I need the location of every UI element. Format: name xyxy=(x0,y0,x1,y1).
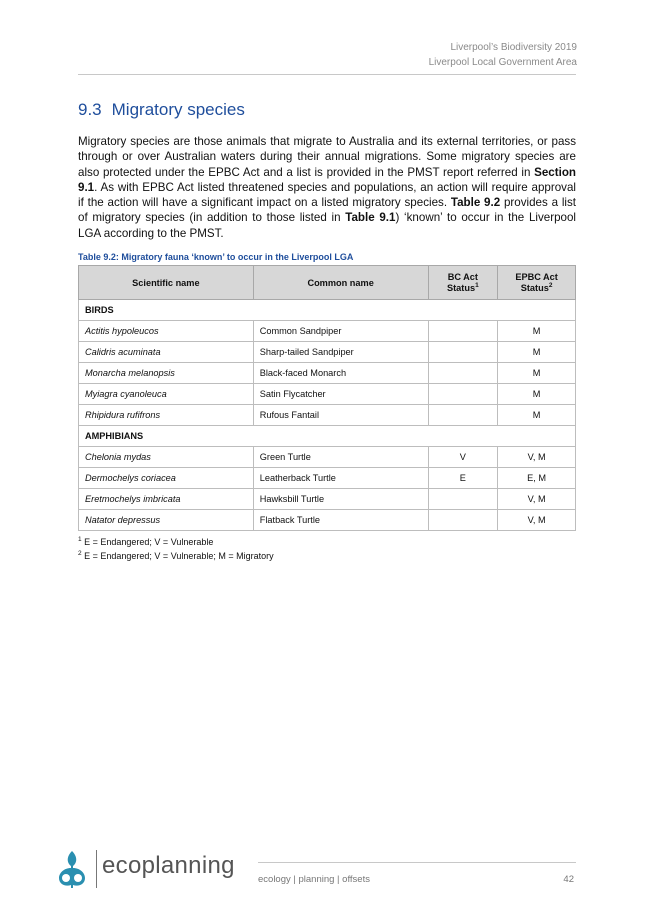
epbc-status-cell: V, M xyxy=(498,489,576,510)
footer-tagline: ecology | planning | offsets xyxy=(258,874,370,885)
scientific-name-cell: Monarcha melanopsis xyxy=(79,363,254,384)
section-reference: Section 9.1 xyxy=(78,165,576,194)
common-name-cell: Sharp-tailed Sandpiper xyxy=(253,342,428,363)
header-bc-act-status: BC Act Status$^1$ xyxy=(428,266,498,300)
scientific-name-cell: Actitis hypoleucos xyxy=(79,321,254,342)
page-number: 42 xyxy=(563,874,574,885)
section-number: 9.3 xyxy=(78,100,102,119)
epbc-status-cell: E, M xyxy=(498,468,576,489)
bc-status-cell xyxy=(428,384,498,405)
bc-status-cell xyxy=(428,489,498,510)
scientific-name-cell: Eretmochelys imbricata xyxy=(79,489,254,510)
scientific-name-cell: Dermochelys coriacea xyxy=(79,468,254,489)
table-caption: Table 9.2: Migratory fauna ‘known’ to occur in the Liverpool LGA xyxy=(78,252,354,262)
bc-status-cell xyxy=(428,342,498,363)
scientific-name-cell: Myiagra cyanoleuca xyxy=(79,384,254,405)
logo-leaf-shape xyxy=(59,851,85,888)
table-row xyxy=(79,489,576,510)
body-paragraph xyxy=(78,134,576,241)
table-row xyxy=(79,384,576,405)
group-label: AMPHIBIANS xyxy=(79,426,576,447)
bc-status-cell xyxy=(428,510,498,531)
scientific-name-cell: Calidris acuminata xyxy=(79,342,254,363)
bc-status-cell xyxy=(428,321,498,342)
epbc-status-cell: M xyxy=(498,321,576,342)
footnote-2: $^2$ E = Endangered; V = Vulnerable; M = Migratory xyxy=(78,550,274,561)
table-footnotes xyxy=(78,535,274,563)
table-header-row xyxy=(79,266,576,300)
header-document-title: Liverpool’s Biodiversity 2019 xyxy=(450,42,577,53)
bc-status-cell: V xyxy=(428,447,498,468)
epbc-status-cell: V, M xyxy=(498,510,576,531)
footer-divider xyxy=(258,862,576,863)
group-row-birds xyxy=(79,300,576,321)
common-name-cell: Leatherback Turtle xyxy=(253,468,428,489)
header-common-name: Common name xyxy=(253,266,428,300)
bc-status-cell xyxy=(428,363,498,384)
table-row xyxy=(79,405,576,426)
section-title: Migratory species xyxy=(111,100,245,119)
common-name-cell: Flatback Turtle xyxy=(253,510,428,531)
running-header xyxy=(429,40,577,70)
epbc-status-cell: V, M xyxy=(498,447,576,468)
ecoplanning-logo-icon xyxy=(52,848,92,888)
table-reference-2: Table 9.1 xyxy=(345,211,396,225)
common-name-cell: Common Sandpiper xyxy=(253,321,428,342)
section-heading xyxy=(78,100,245,120)
table-reference: Table 9.2 xyxy=(450,196,501,210)
common-name-cell: Black-faced Monarch xyxy=(253,363,428,384)
epbc-status-cell: M xyxy=(498,342,576,363)
group-label: BIRDS xyxy=(79,300,576,321)
scientific-name-cell: Rhipidura rufifrons xyxy=(79,405,254,426)
scientific-name-cell: Chelonia mydas xyxy=(79,447,254,468)
header-epbc-act-status: EPBC Act Status$^2$ xyxy=(498,266,576,300)
epbc-status-cell: M xyxy=(498,384,576,405)
table-row xyxy=(79,468,576,489)
common-name-cell: Rufous Fantail xyxy=(253,405,428,426)
bc-status-cell: E xyxy=(428,468,498,489)
common-name-cell: Green Turtle xyxy=(253,447,428,468)
header-divider xyxy=(78,74,576,75)
body-text-2: . As with EPBC Act listed threatened species and populations, an action will require approval if the action will have a significant impact on a listed migratory species. xyxy=(78,180,576,210)
table-row xyxy=(79,447,576,468)
body-text-1: Migratory species are those animals that migrate to Australia and its external territories, or pass through or over Australian waters during their annual migrations. Some migratory species are also protected under the EPBC Act and a list is provided in the PMST report referred in xyxy=(78,135,576,179)
scientific-name-cell: Natator depressus xyxy=(79,510,254,531)
header-scientific-name: Scientific name xyxy=(79,266,254,300)
migratory-fauna-table xyxy=(78,265,576,531)
brand-name: ecoplanning xyxy=(102,852,235,879)
body-text-4: ) ‘known’ to occur in the Liverpool LGA according to the PMST. xyxy=(78,211,576,240)
common-name-cell: Satin Flycatcher xyxy=(253,384,428,405)
group-row-amphibians xyxy=(79,426,576,447)
bc-status-cell xyxy=(428,405,498,426)
footnote-1: $^1$ E = Endangered; V = Vulnerable xyxy=(78,536,214,547)
table-row xyxy=(79,321,576,342)
header-area-name: Liverpool Local Government Area xyxy=(428,57,577,68)
table-row xyxy=(79,363,576,384)
logo-divider xyxy=(96,850,97,888)
table-row xyxy=(79,342,576,363)
common-name-cell: Hawksbill Turtle xyxy=(253,489,428,510)
body-text-3: provides a list of migratory species (in addition to those listed in xyxy=(78,196,577,225)
table-row xyxy=(79,510,576,531)
epbc-status-cell: M xyxy=(498,405,576,426)
epbc-status-cell: M xyxy=(498,363,576,384)
